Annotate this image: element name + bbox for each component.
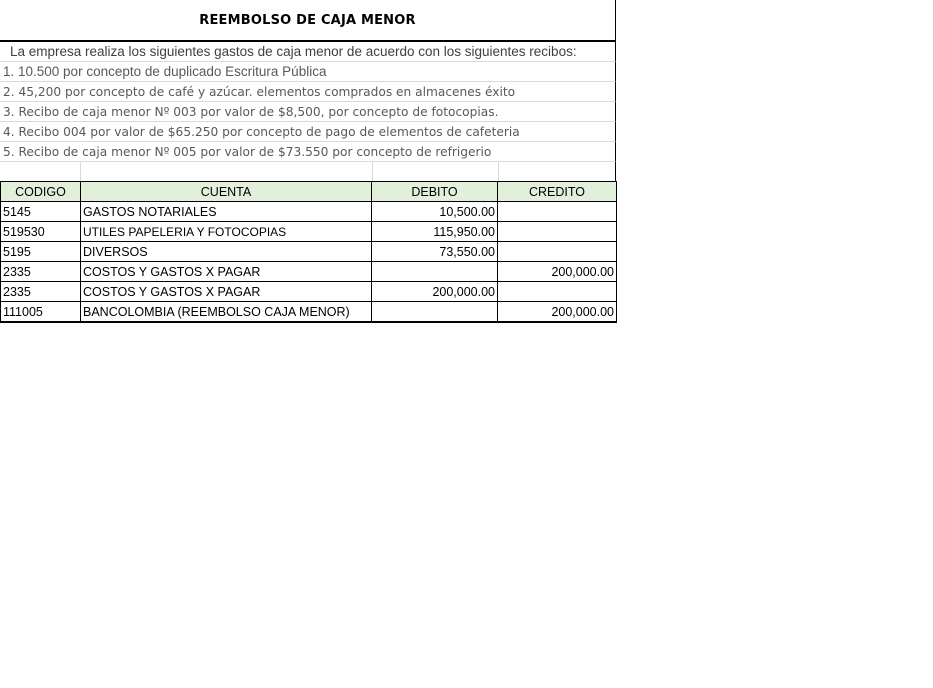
- spreadsheet: [0, 0, 616, 323]
- blank-row[interactable]: [0, 162, 616, 181]
- cell-debito[interactable]: [372, 302, 498, 323]
- cell-credito[interactable]: 200,000.00: [498, 262, 617, 282]
- table-header-row: [1, 182, 617, 202]
- cell-codigo[interactable]: 2335: [1, 282, 81, 302]
- table-row: [1, 262, 617, 282]
- cell-debito[interactable]: 73,550.00: [372, 242, 498, 262]
- table-row: [1, 202, 617, 222]
- cell-debito[interactable]: 200,000.00: [372, 282, 498, 302]
- cell-debito[interactable]: 115,950.00: [372, 222, 498, 242]
- title-text: REEMBOLSO DE CAJA MENOR: [199, 12, 416, 28]
- sheet-title[interactable]: [0, 0, 616, 42]
- receipt-line[interactable]: 5. Recibo de caja menor Nº 005 por valor de $73.550 por concepto de refrigerio: [0, 142, 616, 162]
- cell-credito[interactable]: [498, 202, 617, 222]
- cell-credito[interactable]: [498, 222, 617, 242]
- header-credito[interactable]: CREDITO: [498, 182, 617, 202]
- blank-cell[interactable]: [81, 162, 373, 181]
- receipt-line[interactable]: 3. Recibo de caja menor Nº 003 por valor de $8,500, por concepto de fotocopias.: [0, 102, 616, 122]
- cell-codigo[interactable]: 519530: [1, 222, 81, 242]
- cell-debito[interactable]: 10,500.00: [372, 202, 498, 222]
- table-row: [1, 302, 617, 323]
- cell-codigo[interactable]: 5195: [1, 242, 81, 262]
- table-row: [1, 282, 617, 302]
- cell-credito[interactable]: [498, 242, 617, 262]
- blank-cell[interactable]: [373, 162, 499, 181]
- cell-codigo[interactable]: 111005: [1, 302, 81, 323]
- blank-cell[interactable]: [0, 162, 81, 181]
- cell-cuenta[interactable]: COSTOS Y GASTOS X PAGAR: [81, 262, 372, 282]
- receipt-line[interactable]: 4. Recibo 004 por valor de $65.250 por concepto de pago de elementos de cafeteria: [0, 122, 616, 142]
- receipt-line[interactable]: 1. 10.500 por concepto de duplicado Escritura Pública: [0, 62, 616, 82]
- cell-codigo[interactable]: 2335: [1, 262, 81, 282]
- table-row: [1, 242, 617, 262]
- intro-line[interactable]: La empresa realiza los siguientes gastos de caja menor de acuerdo con los siguientes recibos:: [0, 42, 616, 62]
- header-codigo[interactable]: CODIGO: [1, 182, 81, 202]
- cell-credito[interactable]: 200,000.00: [498, 302, 617, 323]
- cell-cuenta[interactable]: COSTOS Y GASTOS X PAGAR: [81, 282, 372, 302]
- table-row: [1, 222, 617, 242]
- cell-cuenta[interactable]: GASTOS NOTARIALES: [81, 202, 372, 222]
- cell-debito[interactable]: [372, 262, 498, 282]
- header-cuenta[interactable]: CUENTA: [81, 182, 372, 202]
- header-debito[interactable]: DEBITO: [372, 182, 498, 202]
- receipt-line[interactable]: 2. 45,200 por concepto de café y azúcar. elementos comprados en almacenes éxito: [0, 82, 616, 102]
- cell-cuenta[interactable]: UTILES PAPELERIA Y FOTOCOPIAS: [81, 222, 372, 242]
- cell-codigo[interactable]: 5145: [1, 202, 81, 222]
- journal-table: [0, 181, 617, 323]
- cell-cuenta[interactable]: DIVERSOS: [81, 242, 372, 262]
- cell-credito[interactable]: [498, 282, 617, 302]
- cell-cuenta[interactable]: BANCOLOMBIA (REEMBOLSO CAJA MENOR): [81, 302, 372, 323]
